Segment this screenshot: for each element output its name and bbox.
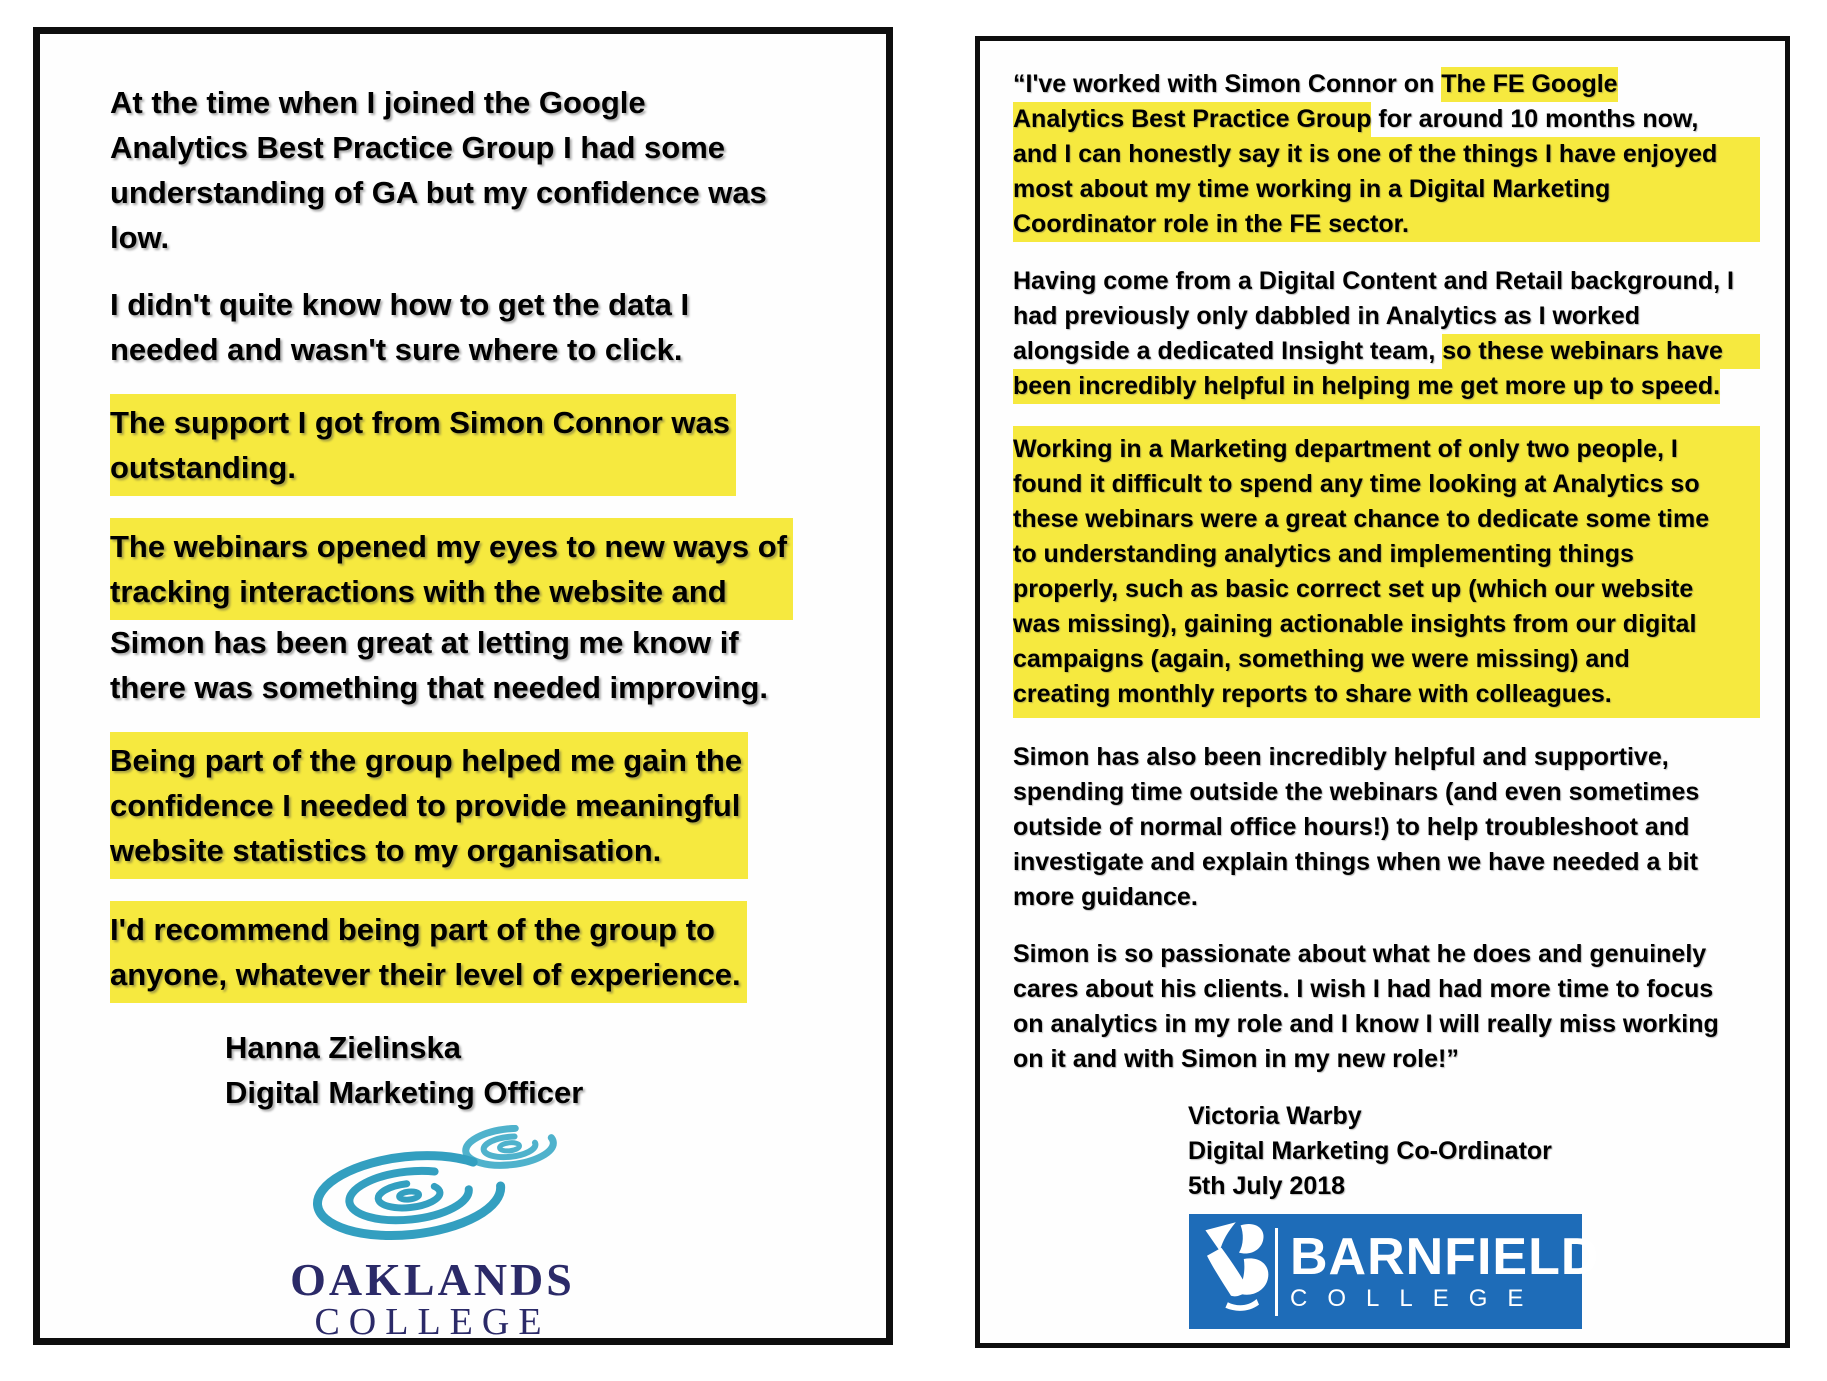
- text-segment: The webinars opened my eyes to new ways of: [110, 529, 788, 564]
- text-segment: on analytics in my role and I know I will really miss working: [1013, 1010, 1719, 1038]
- highlighted-text-segment: and I can honestly say it is one of the things I have enjoyed: [1013, 137, 1760, 172]
- text-line: [1013, 502, 1754, 537]
- text-segment: Simon has been great at letting me know if: [110, 625, 739, 660]
- text-line: [110, 80, 856, 125]
- text-segment: these webinars were a great chance to dedicate some time: [1013, 505, 1710, 533]
- highlighted-text-segment: Analytics Best Practice Group: [1013, 102, 1371, 137]
- text-segment: Having come from a Digital Content and Retail background, I: [1013, 267, 1734, 295]
- text-segment: low.: [110, 220, 170, 255]
- text-segment: tracking interactions with the website and: [110, 574, 727, 609]
- paragraph: [1013, 67, 1760, 242]
- highlighted-text-segment: so these webinars have: [1442, 334, 1760, 369]
- text-line: [1013, 207, 1760, 242]
- text-segment: I didn't quite know how to get the data I: [110, 287, 690, 322]
- text-line: [1013, 642, 1754, 677]
- paragraph: [1013, 937, 1760, 1077]
- text-line: [1013, 880, 1760, 915]
- text-segment: The support I got from Simon Connor was: [110, 405, 730, 440]
- text-segment: understanding of GA but my confidence was: [110, 175, 767, 210]
- highlighted-paragraph: [110, 518, 793, 620]
- text-line: [1013, 537, 1754, 572]
- barnfield-logo-text: [1290, 1230, 1599, 1313]
- barnfield-college-logo: [1189, 1214, 1600, 1329]
- right-paragraphs: [1013, 67, 1760, 1077]
- text-line: [110, 738, 742, 783]
- text-segment: needed and wasn't sure where to click.: [110, 332, 683, 367]
- text-line: [110, 952, 741, 997]
- oaklands-college-logo: [110, 1125, 755, 1341]
- text-line: [110, 215, 856, 260]
- barnfield-testimonial-panel: [975, 36, 1790, 1348]
- text-segment: outside of normal office hours!) to help troubleshoot and: [1013, 813, 1690, 841]
- signature-name: Hanna Zielinska: [225, 1030, 462, 1065]
- text-segment: “I've worked with Simon Connor on: [1013, 70, 1442, 98]
- text-segment: Simon has also been incredibly helpful and supportive,: [1013, 743, 1669, 771]
- text-segment: Working in a Marketing department of only two people, I: [1013, 435, 1678, 463]
- text-line: [110, 783, 742, 828]
- text-segment: to understanding analytics and implementing things: [1013, 540, 1634, 568]
- ripple-icon: [268, 1125, 598, 1255]
- paragraph: [110, 80, 856, 260]
- paragraph: [110, 282, 856, 372]
- left-paragraphs: [110, 80, 856, 1003]
- text-line: [110, 125, 856, 170]
- text-segment: campaigns (again, something we were missing) and: [1013, 645, 1630, 673]
- text-line: [110, 445, 730, 490]
- text-segment: more guidance.: [1013, 883, 1198, 911]
- barnfield-logo-name: BARNFIELD: [1290, 1228, 1600, 1286]
- text-segment: At the time when I joined the Google: [110, 85, 646, 120]
- highlighted-paragraph: [110, 732, 748, 879]
- highlighted-text-segment: most about my time working in a Digital Marketing: [1013, 172, 1760, 207]
- text-line: [1013, 810, 1760, 845]
- text-line: [1013, 432, 1754, 467]
- signature-block: [1188, 1099, 1760, 1204]
- text-line: [110, 569, 787, 614]
- text-segment: investigate and explain things when we have needed a bit: [1013, 848, 1698, 876]
- text-line: [1013, 67, 1760, 102]
- barnfield-logo-college: COLLEGE: [1290, 1285, 1544, 1312]
- text-line: [1013, 972, 1760, 1007]
- text-line: [1013, 677, 1754, 712]
- text-line: [1013, 137, 1760, 172]
- signature-title: Digital Marketing Officer: [225, 1075, 584, 1110]
- paragraph: [1013, 264, 1760, 404]
- text-line: [1013, 740, 1760, 775]
- text-segment: outstanding.: [110, 450, 296, 485]
- text-segment: cares about his clients. I wish I had had more time to focus: [1013, 975, 1714, 1003]
- text-line: [110, 524, 787, 569]
- text-line: [1013, 607, 1754, 642]
- signature-name: Victoria Warby: [1188, 1102, 1362, 1130]
- text-line: [110, 327, 856, 372]
- text-segment: had previously only dabbled in Analytics as I worked: [1013, 302, 1641, 330]
- text-segment: on it and with Simon in my new role!”: [1013, 1045, 1459, 1073]
- text-segment: creating monthly reports to share with colleagues.: [1013, 680, 1612, 708]
- text-line: [110, 907, 741, 952]
- text-segment: Being part of the group helped me gain the: [110, 743, 743, 778]
- text-line: [1013, 334, 1760, 369]
- text-segment: Analytics Best Practice Group I had some: [110, 130, 726, 165]
- text-segment: spending time outside the webinars (and even sometimes: [1013, 778, 1700, 806]
- text-line: [1013, 299, 1760, 334]
- text-line: [1013, 467, 1754, 502]
- text-line: [110, 828, 742, 873]
- highlighted-paragraph: [110, 901, 747, 1003]
- text-segment: Simon is so passionate about what he does and genuinely: [1013, 940, 1707, 968]
- text-segment: for around 10 months now,: [1371, 105, 1699, 133]
- text-segment: I'd recommend being part of the group to: [110, 912, 715, 947]
- text-segment: found it difficult to spend any time looking at Analytics so: [1013, 470, 1700, 498]
- text-line: [1013, 1007, 1760, 1042]
- paragraph: [1013, 740, 1760, 915]
- text-segment: alongside a dedicated Insight team,: [1013, 337, 1443, 365]
- paragraph: [110, 620, 856, 710]
- signature-block: [225, 1025, 856, 1115]
- text-segment: confidence I needed to provide meaningful: [110, 788, 741, 823]
- highlighted-text-segment: been incredibly helpful in helping me get more up to speed.: [1013, 369, 1720, 404]
- logo-divider: [1275, 1228, 1278, 1316]
- right-panel-content: [980, 41, 1785, 1329]
- text-segment: was missing), gaining actionable insights from our digital: [1013, 610, 1697, 638]
- text-segment: properly, such as basic correct set up (which our website: [1013, 575, 1694, 603]
- text-line: [1013, 102, 1760, 137]
- oaklands-logo-college: COLLEGE: [314, 1301, 551, 1343]
- signature-title: Digital Marketing Co-Ordinator: [1188, 1137, 1552, 1165]
- highlighted-text-segment: Coordinator role in the FE sector.: [1013, 207, 1760, 242]
- oaklands-testimonial-panel: [33, 27, 893, 1345]
- left-panel-content: [40, 34, 886, 1341]
- text-line: [110, 282, 856, 327]
- text-segment: website statistics to my organisation.: [110, 833, 662, 868]
- text-line: [110, 665, 856, 710]
- text-line: [1013, 937, 1760, 972]
- b-ribbon-icon: [1199, 1219, 1271, 1325]
- text-line: [1013, 172, 1760, 207]
- text-segment: anyone, whatever their level of experience.: [110, 957, 741, 992]
- text-line: [1013, 775, 1760, 810]
- text-line: [1013, 572, 1754, 607]
- oaklands-logo-name: OAKLANDS: [290, 1254, 575, 1305]
- text-line: [1013, 1042, 1760, 1077]
- text-line: [1013, 369, 1760, 404]
- text-line: [110, 620, 856, 665]
- text-line: [1013, 845, 1760, 880]
- highlighted-paragraph: [110, 394, 736, 496]
- highlighted-paragraph: [1013, 426, 1760, 718]
- text-line: [110, 400, 730, 445]
- signature-date: 5th July 2018: [1188, 1172, 1346, 1200]
- text-line: [1013, 264, 1760, 299]
- highlighted-text-segment: The FE Google: [1441, 67, 1617, 102]
- text-line: [110, 170, 856, 215]
- text-segment: there was something that needed improving.: [110, 670, 768, 705]
